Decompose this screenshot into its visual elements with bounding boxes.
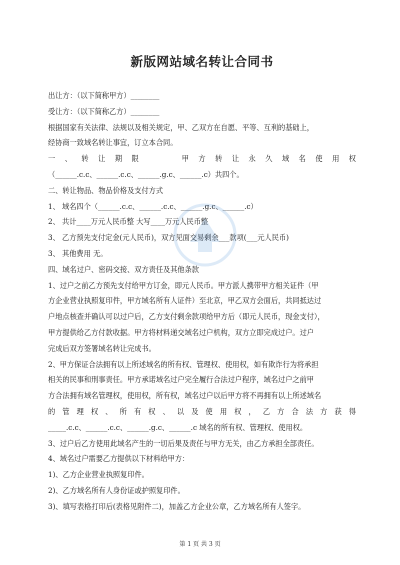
contract-line: 2)、乙方域名所有人身份证或护照复印件。 <box>48 485 185 495</box>
contract-line: 3、 乙方预先支付定金(元人民币)，双方见面交易剩余___款项(___元人民币) <box>48 233 289 243</box>
page-number: 第 1 页 共 3 页 <box>179 541 221 548</box>
contract-line: 1)、乙方企业营业执照复印件。 <box>48 470 149 480</box>
contract-line: 根据国家有关法律、法规以及相关规定，甲、乙双方在自愿、平等、互利的基础上， <box>48 122 314 132</box>
contract-title: 新版网站域名转让合同书 <box>130 54 274 69</box>
contract-line: 3)、填写表格打印后(表格见附件二)，加盖乙方企业公章，乙方域名所有人签字。 <box>48 501 306 511</box>
contract-line: 四、域名过户、密码交接、双方责任及其他条款 <box>48 264 199 274</box>
contract-line: 1、过户之前乙方预先支付给甲方订金，即元人民币。甲方派人携带甲方相关证件（甲 <box>48 280 319 290</box>
contract-line: 4、域名过户需要乙方提供以下材料给甲方： <box>48 454 190 464</box>
contract-body <box>48 88 356 515</box>
contract-line: 完成后双方签署域名转让完成书。 <box>48 343 156 353</box>
contract-line: 3、过户后乙方使用此域名产生的一切后果及责任与甲方无关，由乙方承担全部责任。 <box>48 438 319 448</box>
contract-line: 出让方：（以下简称甲方）________ <box>48 91 160 100</box>
contract-line: 经协商一致域名转让事宜，订立本合同。 <box>48 138 178 148</box>
contract-line: （______.c.c、______.c.c、______.g.c、______.c）共四个。 <box>48 169 244 179</box>
contract-line: 受让方：（以下简称乙方）________ <box>48 106 160 116</box>
contract-line: 甲方提供给乙方付款收据。甲方将材料递交域名过户机构，双方立即完成过户。过户 <box>48 327 314 337</box>
contract-line: 2、甲方保证合法拥有以上所述域名的所有权、管理权、使用权，如有欺诈行为将承担 <box>48 359 319 369</box>
contract-line: 方企业营业执照复印件，甲方域名所有人证件）至北京，甲乙双方会面后，共同抵达过 <box>48 296 322 306</box>
contract-line: 方合法拥有域名管理权，使用权，所有权，域名过户以后甲方将不再拥有以上所述域名 <box>48 391 322 401</box>
contract-line: 户地点核查并确认可以过户后，乙方支付剩余款项给甲方后（即元人民币，现金支付）， <box>48 312 325 322</box>
contract-line: 一、转让期限 甲方转让永久域名使用权 <box>48 154 356 164</box>
contract-line: 相关的民事和刑事责任。甲方承诺域名过户完全履行合法过户程序，域名过户之前甲 <box>48 375 314 385</box>
contract-line: 3、 其他费用 无。 <box>48 248 108 258</box>
contract-line: 2、 共计____万元人民币整 大写____万元人民币整 <box>48 217 209 227</box>
contract-line: 1、 域名四个（______.c.c、______.c.c、______.g.c、______.c） <box>48 201 258 211</box>
contract-line: 的管理权、所有权、以及使用权，乙方合法方获得 <box>48 406 356 416</box>
contract-line: _____.c.c、______.c.c、______.g.c、______.c 域名的所有权、管理权、使用权。 <box>48 422 308 432</box>
contract-line: 二、转让物品、物品价格及支付方式 <box>48 185 164 195</box>
